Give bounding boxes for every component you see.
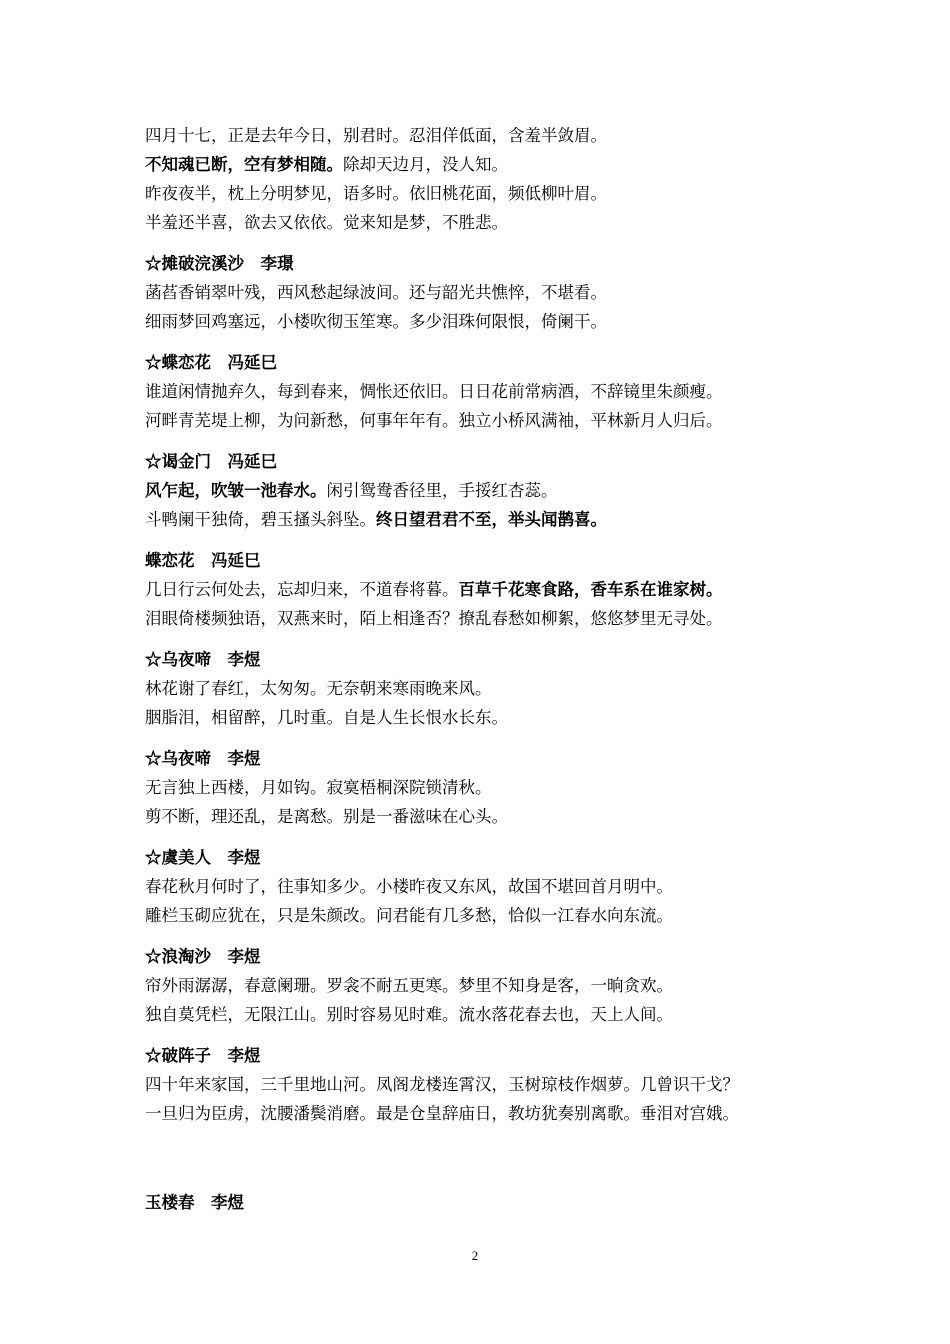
bold-text-segment: 不知魂已断，空有梦相随。 [145,155,343,174]
section-gap [145,534,815,546]
poem-line [145,1070,815,1099]
poem-line [145,575,815,604]
poem-line [145,121,815,150]
poem-line [145,802,815,831]
section-gap [145,732,815,744]
poem-block [145,249,815,336]
text-segment: 四十年来家国，三千里地山河。凤阁龙楼连霄汉，玉树琼枝作烟萝。几曾识干戈？ [145,1075,739,1094]
section-gap [145,336,815,348]
section-gap [145,435,815,447]
text-segment: 半羞还半喜，欲去又依依。觉来知是梦，不胜悲。 [145,213,508,232]
poem-block [145,1041,815,1128]
poem-line [145,505,815,534]
poem-line [145,1000,815,1029]
text-segment: 胭脂泪，相留醉，几时重。自是人生长恨水长东。 [145,708,508,727]
section-gap [145,930,815,942]
poem-block [145,645,815,732]
text-segment: 林花谢了春红，太匆匆。无奈朝来寒雨晚来风。 [145,679,492,698]
text-segment: 独自莫凭栏，无限江山。别时容易见时难。流水落花春去也，天上人间。 [145,1005,673,1024]
poem-title: ☆谒金门 冯延巳 [145,452,277,471]
poem-line [145,307,815,336]
text-segment: 河畔青芜堤上柳，为问新愁，何事年年有。独立小桥风满袖，平林新月人归后。 [145,411,723,430]
text-segment: 谁道闲情抛弃久，每到春来，惆怅还依旧。日日花前常病酒，不辞镜里朱颜瘦。 [145,382,723,401]
poem-title: 蝶恋花 冯延巳 [145,551,261,570]
poem-line [145,901,815,930]
poem-title: ☆浪淘沙 李煜 [145,947,261,966]
bold-text-segment: 百草千花寒食路，香车系在谁家树。 [458,580,723,599]
poem-block [145,348,815,435]
text-segment: 春花秋月何时了，往事知多少。小楼昨夜又东风，故国不堪回首月明中。 [145,877,673,896]
poem-title: ☆乌夜啼 李煜 [145,650,261,669]
poem-title: ☆蝶恋花 冯延巳 [145,353,277,372]
poem-line [145,1099,815,1128]
intro-poem [145,121,815,237]
poem-list [145,237,815,1128]
section-gap [145,237,815,249]
poem-title: ☆乌夜啼 李煜 [145,749,261,768]
poem-line [145,179,815,208]
section-gap [145,831,815,843]
poem-block [145,744,815,831]
poem-title: ☆摊破浣溪沙 李璟 [145,254,294,273]
text-segment: 斗鸭阑干独倚，碧玉搔头斜坠。 [145,510,376,529]
poem-line [145,278,815,307]
poem-line [145,476,815,505]
section-gap [145,1029,815,1041]
text-segment: 无言独上西楼，月如钩。寂寞梧桐深院锁清秋。 [145,778,492,797]
poem-line [145,377,815,406]
poem-line [145,604,815,633]
text-segment: 泪眼倚楼频独语，双燕来时，陌上相逢否？撩乱春愁如柳絮，悠悠梦里无寻处。 [145,609,723,628]
poem-line [145,674,815,703]
bold-text-segment: 风乍起，吹皱一池春水。 [145,481,327,500]
text-segment: 帘外雨潺潺，春意阑珊。罗衾不耐五更寒。梦里不知身是客，一晌贪欢。 [145,976,673,995]
poem-line [145,773,815,802]
text-segment: 剪不断，理还乱，是离愁。别是一番滋味在心头。 [145,807,508,826]
text-segment: 四月十七，正是去年今日，别君时。忍泪佯低面，含羞半敛眉。 [145,126,607,145]
bold-text-segment: 终日望君君不至，举头闻鹊喜。 [376,510,607,529]
poem-block [145,942,815,1029]
text-segment: 几日行云何处去，忘却归来，不道春将暮。 [145,580,459,599]
text-segment: 菡萏香销翠叶残，西风愁起绿波间。还与韶光共憔悴，不堪看。 [145,283,607,302]
poem-line [145,150,815,179]
text-segment: 闲引鸳鸯香径里，手挼红杏蕊。 [326,481,558,500]
poem-title: ☆破阵子 李煜 [145,1046,261,1065]
text-segment: 除却天边月，没人知。 [343,155,508,174]
poem-block [145,843,815,930]
text-segment: 雕栏玉砌应犹在，只是朱颜改。问君能有几多愁，恰似一江春水向东流。 [145,906,673,925]
poem-line [145,703,815,732]
final-poem-title: 玉楼春 李煜 [145,1193,244,1212]
poem-line [145,971,815,1000]
poem-line [145,872,815,901]
page-number: 2 [471,1248,479,1263]
poem-line [145,208,815,237]
poem-title: ☆虞美人 李煜 [145,848,261,867]
poem-block [145,546,815,633]
poem-line [145,406,815,435]
text-segment: 昨夜夜半，枕上分明梦见，语多时。依旧桃花面，频低柳叶眉。 [145,184,607,203]
poem-block [145,447,815,534]
document-body [145,121,815,1217]
section-gap [145,633,815,645]
section-gap [145,1128,815,1188]
text-segment: 细雨梦回鸡塞远，小楼吹彻玉笙寒。多少泪珠何限恨，倚阑干。 [145,312,607,331]
text-segment: 一旦归为臣虏，沈腰潘鬓消磨。最是仓皇辞庙日，教坊犹奏别离歌。垂泪对宫娥。 [145,1104,739,1123]
